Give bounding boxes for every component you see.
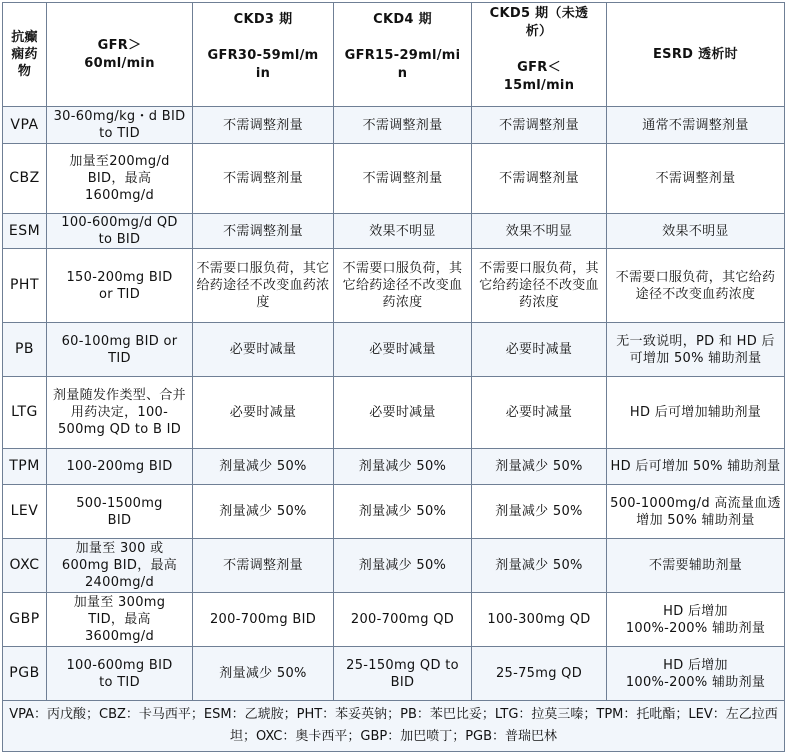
drug-cell: ESM xyxy=(3,214,47,249)
dose-cell: 剂量随发作类型、合并用药决定，100-500mg QD to B ID xyxy=(47,377,193,449)
header-ckd3-gfr: GFR30-59ml/m xyxy=(207,48,319,63)
ckd4-cell: 效果不明显 xyxy=(334,214,472,249)
table-row xyxy=(3,485,785,539)
ckd4-cell: 剂量减少 50% xyxy=(334,485,472,539)
ckd4-cell: 不需调整剂量 xyxy=(334,144,472,214)
header-ckd4-gfr: GFR15-29ml/mi xyxy=(344,48,461,63)
table-row xyxy=(3,449,785,485)
ckd5-cell: 效果不明显 xyxy=(472,214,607,249)
table-row xyxy=(3,539,785,593)
table-row xyxy=(3,107,785,144)
ckd5-cell: 不需要口服负荷，其它给药途径不改变血药浓度 xyxy=(472,249,607,323)
ckd4-cell: 剂量减少 50% xyxy=(334,449,472,485)
esrd-cell: HD 后可增加辅助剂量 xyxy=(607,377,785,449)
ckd3-cell: 不需调整剂量 xyxy=(193,214,334,249)
dose-cell: 加量至 300mg TID，最高 3600mg/d xyxy=(47,593,193,647)
ckd5-cell: 100-300mg QD xyxy=(472,593,607,647)
ckd4-cell: 不需调整剂量 xyxy=(334,107,472,144)
esrd-cell: HD 后增加 100%-200% 辅助剂量 xyxy=(607,593,785,647)
table-row xyxy=(3,647,785,701)
table-row xyxy=(3,144,785,214)
esrd-cell: 500-1000mg/d 高流量血透增加 50% 辅助剂量 xyxy=(607,485,785,539)
header-ckd5-gfr: GFR＜ xyxy=(517,60,561,75)
ckd3-cell: 200-700mg BID xyxy=(193,593,334,647)
ckd5-cell: 剂量减少 50% xyxy=(472,485,607,539)
drug-cell: PHT xyxy=(3,249,47,323)
table-row xyxy=(3,214,785,249)
header-row xyxy=(3,3,785,107)
table-container xyxy=(2,2,784,752)
drug-cell: PGB xyxy=(3,647,47,701)
drug-cell: LTG xyxy=(3,377,47,449)
header-ckd3-gfr-cont: in xyxy=(255,66,271,81)
dose-cell: 加量至200mg/d BID，最高1600mg/d xyxy=(47,144,193,214)
ckd5-cell: 必要时减量 xyxy=(472,377,607,449)
ckd5-cell: 必要时减量 xyxy=(472,323,607,377)
drug-cell: GBP xyxy=(3,593,47,647)
ckd3-cell: 不需调整剂量 xyxy=(193,539,334,593)
ckd5-cell: 不需调整剂量 xyxy=(472,107,607,144)
ckd3-cell: 不需要口服负荷，其它给药途径不改变血药浓度 xyxy=(193,249,334,323)
esrd-cell: 效果不明显 xyxy=(607,214,785,249)
ckd4-cell: 25-150mg QD to BID xyxy=(334,647,472,701)
abbreviation-footnote: VPA：丙戊酸；CBZ：卡马西平；ESM：乙琥胺；PHT：苯妥英钠；PB：苯巴比妥；LTG：拉莫三嗪；TPM：托吡酯；LEV：左乙拉西坦；OXC：奥卡西平；GBP：加巴喷丁；PGB：普瑞巴林 xyxy=(3,701,785,752)
esrd-cell: HD 后增加 100%-200% 辅助剂量 xyxy=(607,647,785,701)
drug-cell: CBZ xyxy=(3,144,47,214)
drug-cell: PB xyxy=(3,323,47,377)
ckd3-cell: 不需调整剂量 xyxy=(193,144,334,214)
drug-cell: OXC xyxy=(3,539,47,593)
drug-cell: LEV xyxy=(3,485,47,539)
ckd3-cell: 不需调整剂量 xyxy=(193,107,334,144)
ckd3-cell: 必要时减量 xyxy=(193,377,334,449)
ckd3-cell: 必要时减量 xyxy=(193,323,334,377)
ckd3-cell: 剂量减少 50% xyxy=(193,647,334,701)
ckd3-cell: 剂量减少 50% xyxy=(193,449,334,485)
ckd4-cell: 必要时减量 xyxy=(334,323,472,377)
esrd-cell: HD 后可增加 50% 辅助剂量 xyxy=(607,449,785,485)
header-ckd5-stage-cont: 析） xyxy=(525,24,553,39)
table-row xyxy=(3,249,785,323)
ckd5-cell: 剂量减少 50% xyxy=(472,539,607,593)
ckd3-cell: 剂量减少 50% xyxy=(193,485,334,539)
dose-cell: 150-200mg BID or TID xyxy=(47,249,193,323)
table-row xyxy=(3,323,785,377)
ckd5-cell: 25-75mg QD xyxy=(472,647,607,701)
dose-cell: 60-100mg BID or TID xyxy=(47,323,193,377)
drug-cell: TPM xyxy=(3,449,47,485)
header-ckd4-stage: CKD4 期 xyxy=(373,12,432,27)
header-ckd5-gfr-cont: 15ml/min xyxy=(503,78,575,93)
dose-cell: 100-600mg BID to TID xyxy=(47,647,193,701)
header-ckd3-stage: CKD3 期 xyxy=(233,12,293,27)
header-ckd5-stage: CKD5 期（未透 xyxy=(489,6,589,21)
ckd4-cell: 必要时减量 xyxy=(334,377,472,449)
header-ckd4-gfr-cont: n xyxy=(397,66,408,81)
dose-cell: 100-200mg BID xyxy=(47,449,193,485)
esrd-cell: 不需要口服负荷，其它给药途径不改变血药浓度 xyxy=(607,249,785,323)
ckd5-cell: 不需调整剂量 xyxy=(472,144,607,214)
dose-cell: 100-600mg/d QD to BID xyxy=(47,214,193,249)
footnote-row xyxy=(3,701,785,752)
header-gfr60 xyxy=(47,3,193,107)
header-gfr60-line2: 60ml/min xyxy=(84,55,155,71)
esrd-cell: 通常不需调整剂量 xyxy=(607,107,785,144)
dose-cell: 500-1500mg BID xyxy=(47,485,193,539)
header-esrd: ESRD 透析时 xyxy=(607,3,785,107)
dose-cell: 30-60mg/kg・d BID to TID xyxy=(47,107,193,144)
header-ckd4 xyxy=(334,3,472,107)
ckd4-cell: 剂量减少 50% xyxy=(334,539,472,593)
header-gfr60-line1: GFR＞ xyxy=(97,37,142,53)
ckd5-cell: 剂量减少 50% xyxy=(472,449,607,485)
drug-cell: VPA xyxy=(3,107,47,144)
esrd-cell: 不需调整剂量 xyxy=(607,144,785,214)
table-row xyxy=(3,593,785,647)
header-ckd5 xyxy=(472,3,607,107)
antiepileptic-renal-dosing-table xyxy=(2,2,785,752)
esrd-cell: 无一致说明，PD 和 HD 后可增加 50% 辅助剂量 xyxy=(607,323,785,377)
esrd-cell: 不需要辅助剂量 xyxy=(607,539,785,593)
table-row xyxy=(3,377,785,449)
header-drug: 抗癫痫药物 xyxy=(3,3,47,107)
ckd4-cell: 200-700mg QD xyxy=(334,593,472,647)
header-ckd3 xyxy=(193,3,334,107)
dose-cell: 加量至 300 或 600mg BID，最高 2400mg/d xyxy=(47,539,193,593)
ckd4-cell: 不需要口服负荷，其它给药途径不改变血药浓度 xyxy=(334,249,472,323)
